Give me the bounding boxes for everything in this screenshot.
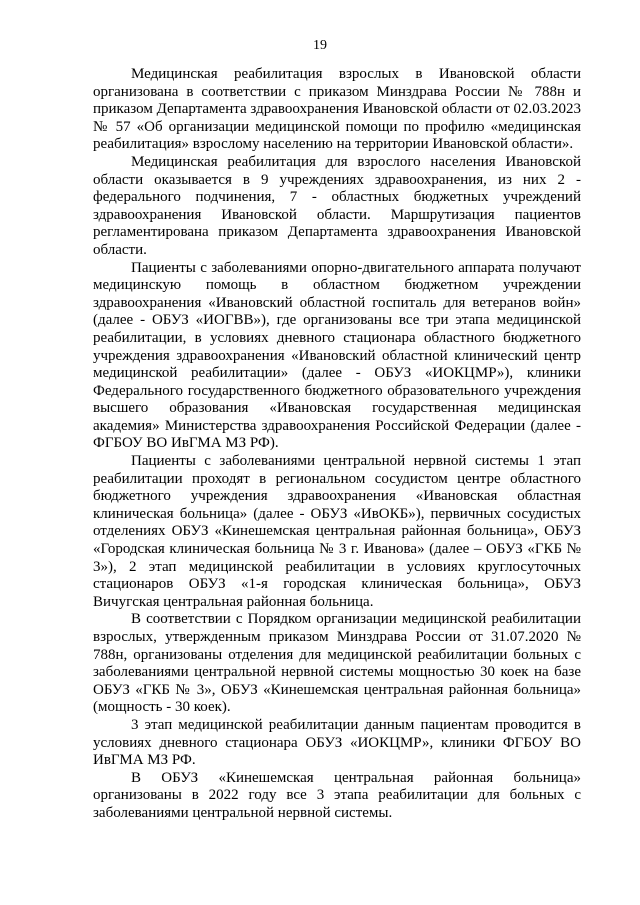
paragraph-rehab-institutions: Медицинская реабилитация для взрослого населения Ивановской области оказывается в 9 учреждениях здравоохранения, из них 2 - федерального подчинения, 7 - областных бюджетных учреждений здравоохранения Ивановской области. Маршрутизация пациентов регламентирована приказом Департамента здравоохранения Ивановской области. — [93, 153, 581, 258]
paragraph-rehab-legal-basis: Медицинская реабилитация взрослых в Ивановской области организована в соответствии с приказом Минздрава России № 788н и приказом Департамента здравоохранения Ивановской области от 02.03.2023 № 57 «Об организации медицинской помощи по профилю «медицинская реабилитация» взрослому населению на территории Ивановской области». — [93, 66, 581, 153]
paragraph-rehab-departments: В соответствии с Порядком организации медицинской реабилитации взрослых, утвержденным приказом Минздрава России от 31.07.2020 № 788н, организованы отделения для медицинской реабилитации больных с заболеваниями центральной нервной системы мощностью 30 коек на базе ОБУЗ «ГКБ № 3», ОБУЗ «Кинешемская центральная районная больница» (мощность - 30 коек). — [93, 611, 581, 716]
page-number: 19 — [313, 38, 327, 53]
paragraph-kineshma-hospital: В ОБУЗ «Кинешемская центральная районная больница» организованы в 2022 году все 3 этапа реабилитации для больных с заболеваниями центральной нервной системы. — [93, 769, 581, 821]
paragraph-stage-3-rehab: 3 этап медицинской реабилитации данным пациентам проводится в условиях дневного стационара ОБУЗ «ИОКЦМР», клиники ФГБОУ ВО ИвГМА МЗ РФ. — [93, 716, 581, 769]
document-body — [93, 66, 581, 823]
paragraph-musculoskeletal-patients: Пациенты с заболеваниями опорно-двигательного аппарата получают медицинскую помощь в областном бюджетном учреждении здравоохранения «Ивановский областной госпиталь для ветеранов войн» (далее - ОБУЗ «ИОГВВ»), где организованы все три этапа медицинской реабилитации, в условиях дневного стационара областного бюджетного учреждения здравоохранения «Ивановский областной клинический центр медицинской реабилитации» (далее - ОБУЗ «ИОКЦМР»), клиники Федерального государственного бюджетного образовательного учреждения высшего образования «Ивановская государственная медицинская академия» Министерства здравоохранения Российской Федерации (далее - ФГБОУ ВО ИвГМА МЗ РФ). — [93, 259, 581, 452]
paragraph-cns-patients: Пациенты с заболеваниями центральной нервной системы 1 этап реабилитации проходят в региональном сосудистом центре областного бюджетного учреждения здравоохранения «Ивановская областная клиническая больница» (далее - ОБУЗ «ИвОКБ»), первичных сосудистых отделениях ОБУЗ «Кинешемская центральная районная больница», ОБУЗ «Городская клиническая больница № 3 г. Иванова» (далее – ОБУЗ «ГКБ № 3»), 2 этап медицинской реабилитации в условиях круглосуточных стационаров ОБУЗ «1-я городская клиническая больница», ОБУЗ Вичугская центральная районная больница. — [93, 453, 581, 610]
